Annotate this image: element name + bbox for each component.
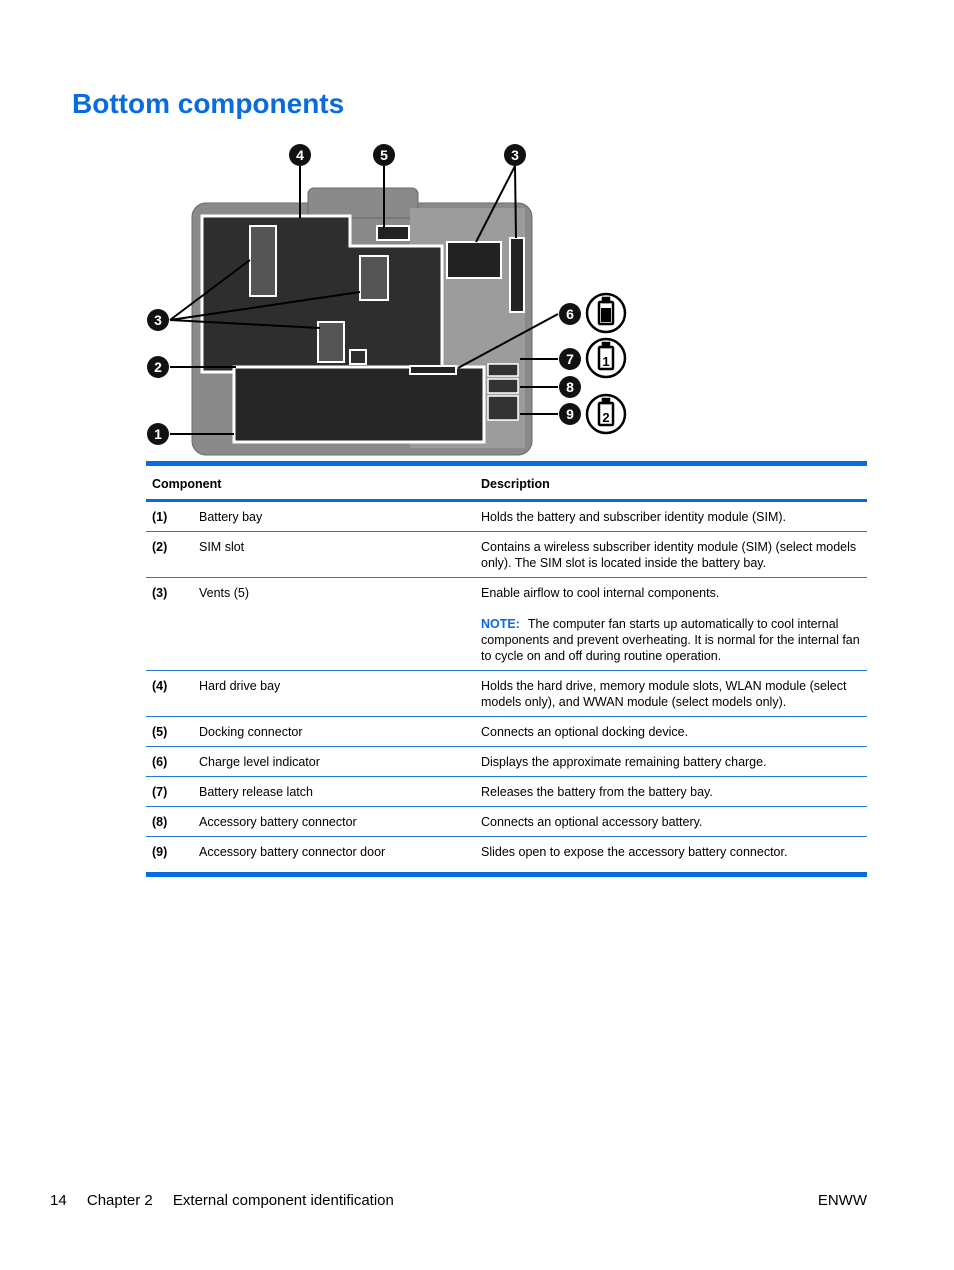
table-row — [146, 807, 867, 837]
page-number: 14 — [50, 1192, 67, 1209]
row-description: Contains a wireless subscriber identity module (SIM) (select models only). The SIM slot is located inside the battery bay. — [475, 532, 867, 578]
note — [481, 616, 861, 664]
callout-9 — [559, 403, 581, 425]
row-component: Battery bay — [193, 501, 475, 532]
svg-text:1: 1 — [602, 354, 610, 369]
callout-8 — [559, 376, 581, 398]
row-description-with-note — [475, 578, 867, 671]
row-description: Releases the battery from the battery bay. — [475, 777, 867, 807]
svg-text:1: 1 — [154, 426, 162, 442]
table-row — [146, 747, 867, 777]
row-description: Enable airflow to cool internal components. — [481, 586, 720, 600]
row-number: (1) — [146, 501, 193, 532]
row-component: Accessory battery connector — [193, 807, 475, 837]
footer-chapter: Chapter 2 — [86, 1192, 153, 1209]
row-number: (5) — [146, 717, 193, 747]
row-component: Battery release latch — [193, 777, 475, 807]
row-component: Vents (5) — [193, 578, 475, 671]
row-number: (2) — [146, 532, 193, 578]
table-header-row — [146, 464, 867, 501]
callout-4 — [289, 144, 311, 166]
callout-3-left — [147, 309, 169, 331]
svg-text:5: 5 — [380, 147, 388, 163]
row-description: Holds the hard drive, memory module slots, WLAN module (select models only), and WWAN module (select models only). — [475, 671, 867, 717]
row-description: Connects an optional docking device. — [475, 717, 867, 747]
svg-text:8: 8 — [566, 379, 574, 395]
header-description: Description — [475, 464, 867, 501]
row-number: (4) — [146, 671, 193, 717]
components-table — [146, 461, 867, 877]
page-title: Bottom components — [72, 88, 345, 119]
callout-7 — [559, 348, 581, 370]
row-component: Charge level indicator — [193, 747, 475, 777]
battery-2-icon — [587, 395, 625, 433]
table-row — [146, 837, 867, 875]
footer-left — [50, 1192, 410, 1209]
callout-1 — [147, 423, 169, 445]
row-number: (7) — [146, 777, 193, 807]
row-component: Accessory battery connector door — [193, 837, 475, 875]
callout-5 — [373, 144, 395, 166]
row-description: Holds the battery and subscriber identity module (SIM). — [475, 501, 867, 532]
row-description: Connects an optional accessory battery. — [475, 807, 867, 837]
callout-3-top — [504, 144, 526, 166]
svg-text:2: 2 — [602, 410, 610, 425]
row-description: Displays the approximate remaining battery charge. — [475, 747, 867, 777]
callout-6 — [559, 303, 581, 325]
svg-text:2: 2 — [154, 359, 162, 375]
footer-right: ENWW — [817, 1192, 867, 1209]
svg-text:3: 3 — [511, 147, 519, 163]
table-row — [146, 578, 867, 671]
svg-text:4: 4 — [296, 147, 304, 163]
row-component: SIM slot — [193, 532, 475, 578]
battery-1-icon — [587, 339, 625, 377]
row-number: (8) — [146, 807, 193, 837]
svg-text:3: 3 — [154, 312, 162, 328]
table-row — [146, 532, 867, 578]
row-number: (9) — [146, 837, 193, 875]
note-label: NOTE: — [481, 617, 520, 631]
svg-text:9: 9 — [566, 406, 574, 422]
table-row — [146, 671, 867, 717]
battery-full-icon — [587, 294, 625, 332]
footer-chapter-title: External component identification — [172, 1192, 394, 1209]
table-row — [146, 717, 867, 747]
row-component: Docking connector — [193, 717, 475, 747]
callout-2 — [147, 356, 169, 378]
table-row — [146, 777, 867, 807]
svg-text:7: 7 — [566, 351, 574, 367]
svg-text:6: 6 — [566, 306, 574, 322]
row-number: (6) — [146, 747, 193, 777]
page-footer — [50, 1192, 867, 1209]
row-number: (3) — [146, 578, 193, 671]
row-description: Slides open to expose the accessory battery connector. — [475, 837, 867, 875]
note-text: The computer fan starts up automatically to cool internal components and prevent overheating. It is normal for the internal fan to cycle on and off during routine operation. — [481, 617, 860, 663]
row-component: Hard drive bay — [193, 671, 475, 717]
header-component: Component — [146, 464, 475, 501]
callout-markers — [140, 138, 640, 460]
table-row — [146, 501, 867, 532]
